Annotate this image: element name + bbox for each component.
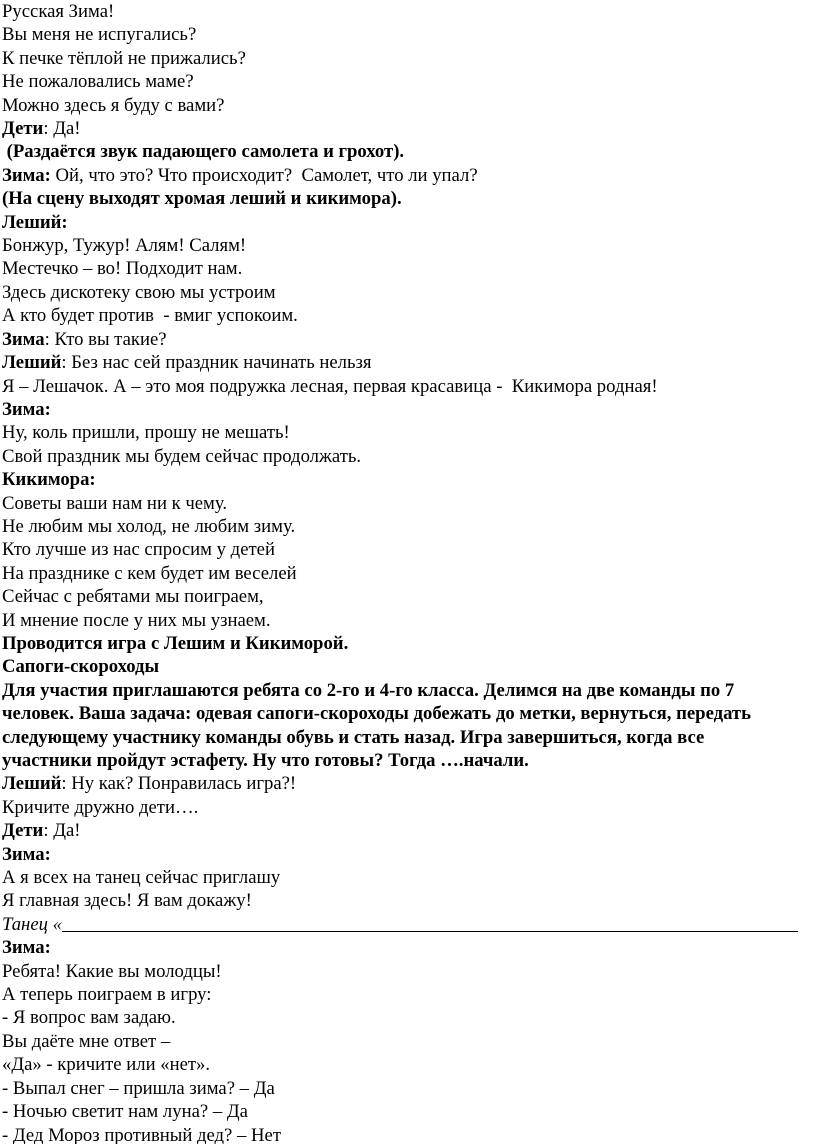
script-line: [2, 304, 816, 327]
stage-direction: (Раздаётся звук падающего самолета и грохот).: [2, 141, 405, 163]
speaker-name: Зима: [2, 328, 45, 350]
script-line: [2, 889, 816, 912]
script-line: [2, 23, 816, 46]
script-line: [2, 398, 816, 421]
line-text: Советы ваши нам ни к чему.: [2, 492, 228, 514]
speaker-name: Леший:: [2, 211, 68, 233]
script-line: [2, 983, 816, 1006]
line-text: Я главная здесь! Я вам докажу!: [2, 890, 252, 912]
line-text: : Кто вы такие?: [44, 328, 167, 350]
line-text: Вы даёте мне ответ –: [2, 1030, 171, 1052]
script-line: [2, 94, 816, 117]
stage-direction: Проводится игра с Лешим и Кикиморой.: [2, 632, 349, 654]
line-text: Не любим мы холод, не любим зиму.: [2, 515, 296, 537]
script-line: [2, 164, 816, 187]
script-line: [2, 187, 816, 210]
script-line: [2, 140, 816, 163]
script-line: [2, 936, 816, 959]
script-line: [2, 819, 816, 842]
line-text: Здесь дискотеку свою мы устроим: [2, 281, 276, 303]
line-text: : Ну как? Понравилась игра?!: [61, 773, 297, 795]
script-line: [2, 960, 816, 983]
line-text: Бонжур, Тужур! Алям! Салям!: [2, 235, 247, 257]
script-line: [2, 585, 816, 608]
script-line: [2, 1124, 816, 1144]
script-line: [2, 632, 816, 655]
script-line: [2, 655, 816, 678]
script-line: [2, 328, 816, 351]
script-line: [2, 351, 816, 374]
line-text: : Да!: [43, 118, 81, 140]
speaker-name: Дети: [2, 820, 44, 842]
line-text: Свой праздник мы будем сейчас продолжать.: [2, 445, 362, 467]
script-line: [2, 421, 816, 444]
line-text: - Выпал снег – пришла зима? – Да: [2, 1077, 275, 1099]
script-line: [2, 1030, 816, 1053]
script-line: [2, 1100, 816, 1123]
script-line: [2, 47, 816, 70]
line-text: Ребята! Какие вы молодцы!: [2, 960, 222, 982]
script-line: [2, 562, 816, 585]
dance-label: Танец «: [2, 913, 62, 935]
stage-direction: (На сцену выходят хромая леший и кикимора).: [2, 188, 402, 210]
line-text: Кто лучше из нас спросим у детей: [2, 539, 275, 561]
line-text: Русская Зима!: [2, 1, 115, 22]
speaker-name: Зима:: [2, 843, 51, 865]
speaker-name: Зима:: [2, 164, 51, 186]
speaker-name: Зима:: [2, 937, 51, 959]
speaker-name: Леший: [2, 352, 62, 374]
stage-direction: Сапоги-скороходы: [2, 656, 160, 678]
script-line: [2, 257, 816, 280]
line-text: : Да!: [43, 820, 81, 842]
line-text: А кто будет против - вмиг успокоим.: [2, 305, 298, 327]
line-text: «Да» - кричите или «нет».: [2, 1054, 211, 1076]
script-line: [2, 538, 816, 561]
speaker-name: Зима:: [2, 398, 51, 420]
script-line: [2, 492, 816, 515]
line-text: Не пожаловались маме?: [2, 71, 194, 93]
script-line: [2, 1053, 816, 1076]
script-line: [2, 609, 816, 632]
script-line: [2, 843, 816, 866]
line-text: И мнение после у них мы узнаем.: [2, 609, 271, 631]
script-line: [2, 375, 816, 398]
script-line: [2, 234, 816, 257]
line-text: Сейчас с ребятами мы поиграем,: [2, 586, 264, 608]
dance-title-line: [2, 913, 798, 936]
line-text: - Дед Мороз противный дед? – Нет: [2, 1124, 281, 1144]
script-line: [2, 117, 816, 140]
script-line: [2, 796, 816, 819]
line-text: Местечко – во! Подходит нам.: [2, 258, 243, 280]
script-line: [2, 0, 816, 23]
script-line: [2, 866, 816, 889]
script-line: [2, 1006, 816, 1029]
line-text: : Без нас сей праздник начинать нельзя: [61, 352, 372, 374]
game-instructions: Для участия приглашаются ребята со 2-го и 4-го класса. Делимся на две команды по 7 человек. Ваша задача: одевая сапоги-скороходы добежать до метки, вернуться, передать следующему участнику команды обувь и стать назад. Игра завершиться, когда все участники пройдут эстафету. Ну что готовы? Тогда ….начали.: [2, 679, 756, 771]
speaker-name: Леший: [2, 773, 62, 795]
script-line: [2, 515, 816, 538]
blank-underline: [62, 930, 798, 932]
script-line: [2, 211, 816, 234]
script-line: [2, 1077, 816, 1100]
script-text: [2, 0, 816, 1144]
line-text: А теперь поиграем в игру:: [2, 984, 212, 1006]
script-line: [2, 281, 816, 304]
line-text: На празднике с кем будет им веселей: [2, 562, 297, 584]
line-text: - Я вопрос вам задаю.: [2, 1007, 176, 1029]
line-text: Кричите дружно дети….: [2, 796, 199, 818]
line-text: К печке тёплой не прижались?: [2, 47, 246, 69]
script-line: [2, 445, 816, 468]
line-text: Можно здесь я буду с вами?: [2, 94, 225, 116]
line-text: Я – Лешачок. А – это моя подружка лесная, первая красавица - Кикимора родная!: [2, 375, 658, 397]
script-line: [2, 70, 816, 93]
line-text: А я всех на танец сейчас приглашу: [2, 867, 281, 889]
speaker-name: Дети: [2, 118, 44, 140]
line-text: - Ночью светит нам луна? – Да: [2, 1101, 248, 1123]
script-line: [2, 468, 816, 491]
script-line: [2, 772, 816, 795]
line-text: Ну, коль пришли, прошу не мешать!: [2, 422, 290, 444]
speaker-name: Кикимора:: [2, 469, 96, 491]
line-text: Вы меня не испугались?: [2, 24, 197, 46]
line-text: Ой, что это? Что происходит? Самолет, что ли упал?: [50, 164, 478, 186]
